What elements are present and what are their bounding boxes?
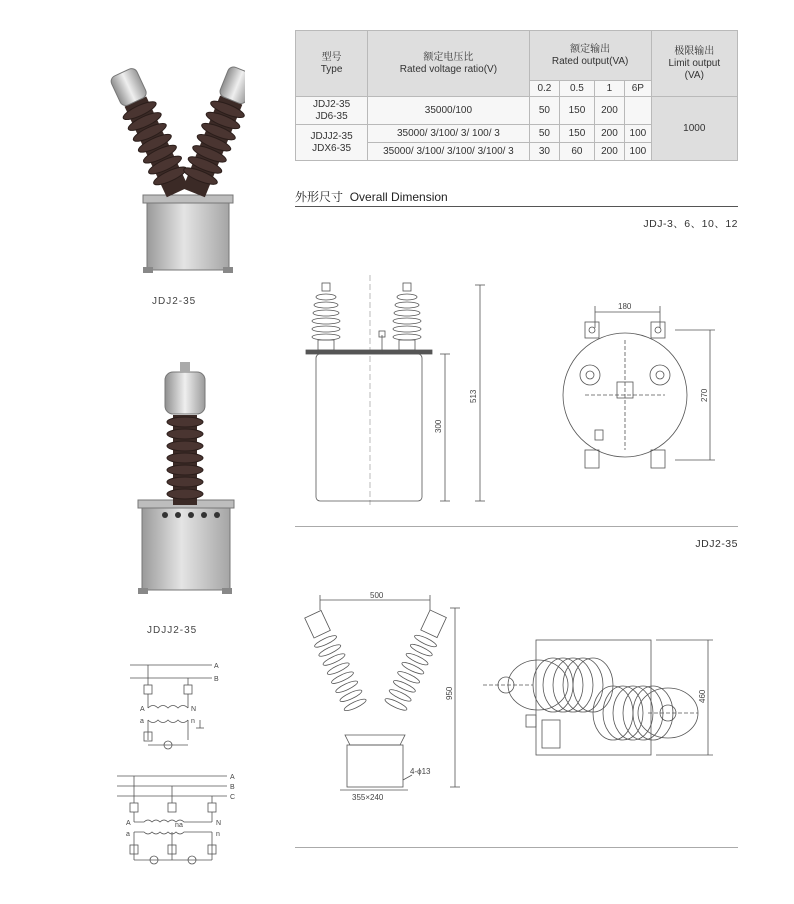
- drawing1-top-view: [555, 300, 725, 480]
- table-row: JDJ2-35 JD6-35 35000/100 50 150 200 1000: [296, 97, 738, 125]
- wire-label: A: [214, 663, 219, 670]
- wire-label: B: [214, 676, 219, 683]
- col-ratio-header: 额定电压比 Rated voltage ratio(V): [368, 31, 530, 97]
- class-header: 6P: [625, 81, 651, 97]
- dim-label: 950: [445, 686, 454, 700]
- wire-label: n: [175, 822, 179, 829]
- wire-label: A: [230, 774, 235, 781]
- dim-label: 4-ϕ13: [410, 767, 431, 776]
- drawing2-top-view: [478, 635, 728, 765]
- dim-label: 270: [700, 388, 709, 402]
- limit-value: 1000: [651, 97, 737, 161]
- photo-caption-1: JDJ2-35: [152, 296, 197, 307]
- section-divider: [295, 847, 738, 848]
- wire-label: n: [191, 718, 195, 725]
- section-title: 外形尺寸 Overall Dimension: [295, 190, 448, 204]
- dim-label: 500: [370, 591, 384, 600]
- wire-label: a: [140, 718, 144, 725]
- wire-label: a: [126, 831, 130, 838]
- col-type-header: 型号 Type: [296, 31, 368, 97]
- wire-label: n: [216, 831, 220, 838]
- wiring-diagram-single: [120, 660, 220, 755]
- wire-label: B: [230, 784, 235, 791]
- wire-label: a: [179, 822, 183, 829]
- photo-caption-2: JDJJ2-35: [147, 625, 198, 636]
- spec-table: [295, 30, 738, 161]
- table-row: 35000/ 3/100/ 3/100/ 3/100/ 3 30 60 200 100: [296, 143, 738, 161]
- wire-label: N: [191, 706, 197, 713]
- drawing2-model: JDJ2-35: [695, 538, 738, 550]
- dim-label: 300: [434, 419, 443, 433]
- wiring-diagram-three-phase: [112, 770, 240, 870]
- drawing1-front-view: [300, 265, 500, 510]
- table-row: JDJJ2-35 JDX6-35 35000/ 3/100/ 3/ 100/ 3 50 150 200 100: [296, 125, 738, 143]
- product-photo-jdjj2-35: [130, 360, 240, 600]
- drawing1-model: JDJ-3、6、10、12: [643, 218, 738, 230]
- section-divider: [295, 526, 738, 527]
- wire-label: A: [126, 820, 131, 827]
- section-rule: [295, 206, 738, 207]
- class-header: 0.2: [529, 81, 559, 97]
- dim-label: 355×240: [352, 793, 384, 802]
- col-limit-header: 极限输出 Limit output (VA): [651, 31, 737, 97]
- dim-label: 460: [698, 689, 707, 703]
- col-output-header: 额定输出 Rated output(VA): [529, 31, 651, 81]
- class-header: 0.5: [560, 81, 595, 97]
- drawing2-front-view: [300, 590, 475, 805]
- class-header: 1: [594, 81, 624, 97]
- wire-label: C: [230, 794, 236, 801]
- product-photo-jdj2-35: [95, 55, 245, 280]
- wire-label: A: [140, 706, 145, 713]
- dim-label: 180: [618, 302, 632, 311]
- wire-label: N: [216, 820, 222, 827]
- dim-label: 513: [469, 389, 478, 403]
